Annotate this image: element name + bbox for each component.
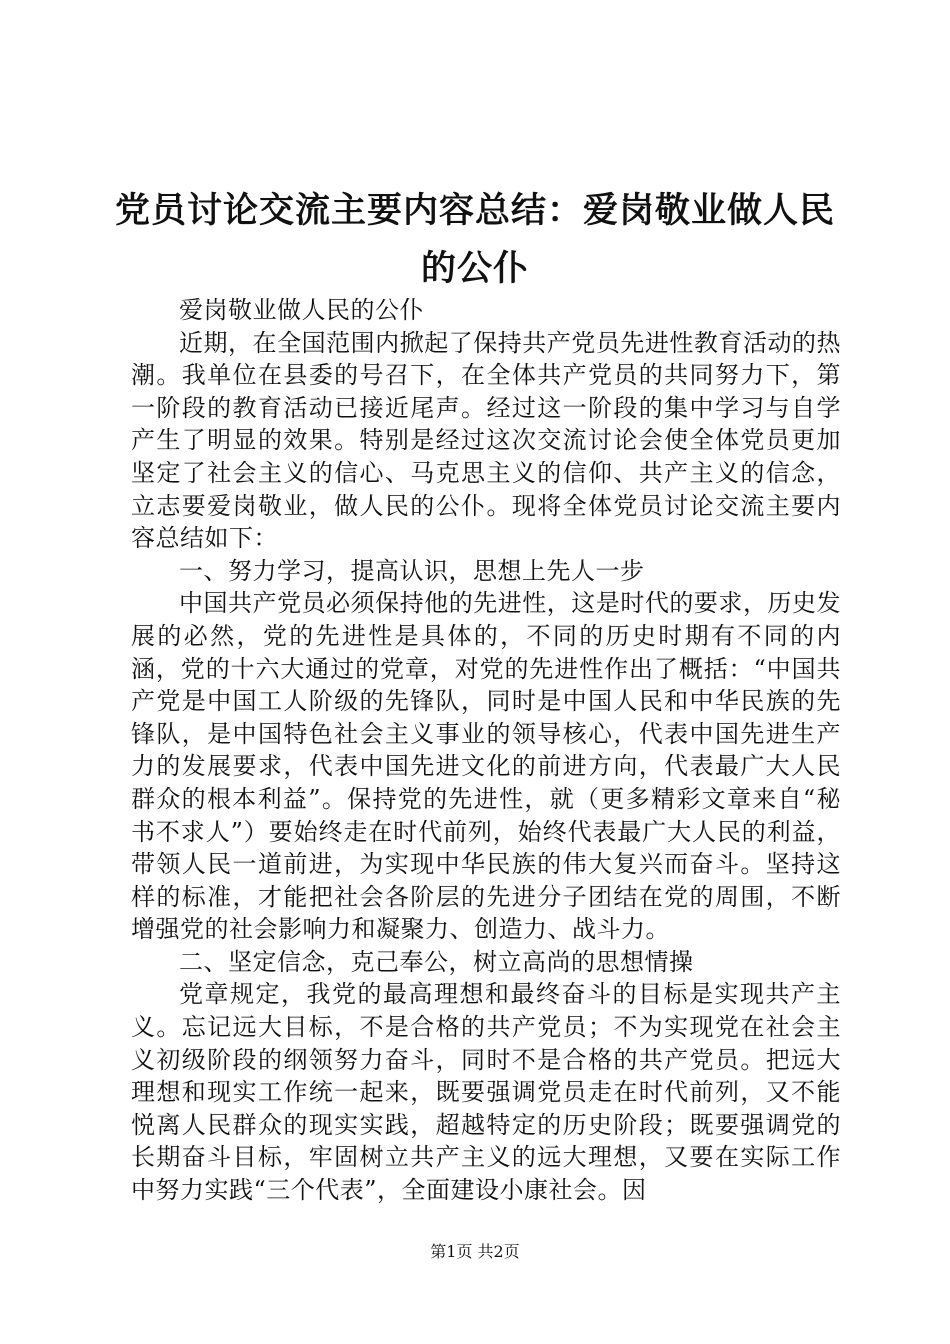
document-title: 党员讨论交流主要内容总结：爱岗敬业做人民的公仆 xyxy=(114,191,835,289)
paragraph-section-2: 党章规定，我党的最高理想和最终奋斗的目标是实现共产主义。忘记远大目标，不是合格的共产党员；不为实现党在社会主义初级阶段的纲领努力奋斗，同时不是合格的共产党员。把远大理想和现实工作统一起来，既要强调党员走在时代前列，又不能悦离人民群众的现实实践，超越特定的历史阶段；既要强调党的长期奋斗目标，牢固树立共产主义的远大理想，又要在实际工作中努力实践“三个代表”，全面建设小康社会。因 xyxy=(131,980,841,1205)
page-footer: 第1页 共2页 xyxy=(430,1242,520,1261)
paragraph-subtitle: 爱岗敬业做人民的公仆 xyxy=(179,296,424,324)
paragraph-intro: 近期，在全国范围内掀起了保持共产党员先进性教育活动的热潮。我单位在县委的号召下，在全体共产党员的共同努力下，第一阶段的教育活动已接近尾声。经过这一阶段的集中学习与自学产生了明显的效果。特别是经过这次交流讨论会使全体党员更加坚定了社会主义的信心、马克思主义的信仰、共产主义的信念，立志要爱岗敬业，做人民的公仆。现将全体党员讨论交流主要内容总结如下： xyxy=(131,328,841,553)
paragraph-section-1: 中国共产党员必须保持他的先进性，这是时代的要求，历史发展的必然，党的先进性是具体的，不同的历史时期有不同的内涵，党的十六大通过的党章，对党的先进性作出了概括：“中国共产党是中国工人阶级的先锋队，同时是中国人民和中华民族的先锋队，是中国特色社会主义事业的领导核心，代表中国先进生产力的发展要求，代表中国先进文化的前进方向，代表最广大人民群众的根本利益”。保持党的先进性，就（更多精彩文章来自“秘书不求人”）要始终走在时代前列，始终代表最广大人民的利益，带领人民一道前进，为实现中华民族的伟大复兴而奋斗。坚持这样的标准，才能把社会各阶层的先进分子团结在党的周围，不断增强党的社会影响力和凝聚力、创造力、战斗力。 xyxy=(131,589,841,944)
document-body xyxy=(131,294,841,1207)
section-heading-2: 二、坚定信念，克己奉公，树立高尚的思想情操 xyxy=(179,947,694,976)
section-heading-1: 一、努力学习，提高认识，思想上先人一步 xyxy=(179,556,645,585)
